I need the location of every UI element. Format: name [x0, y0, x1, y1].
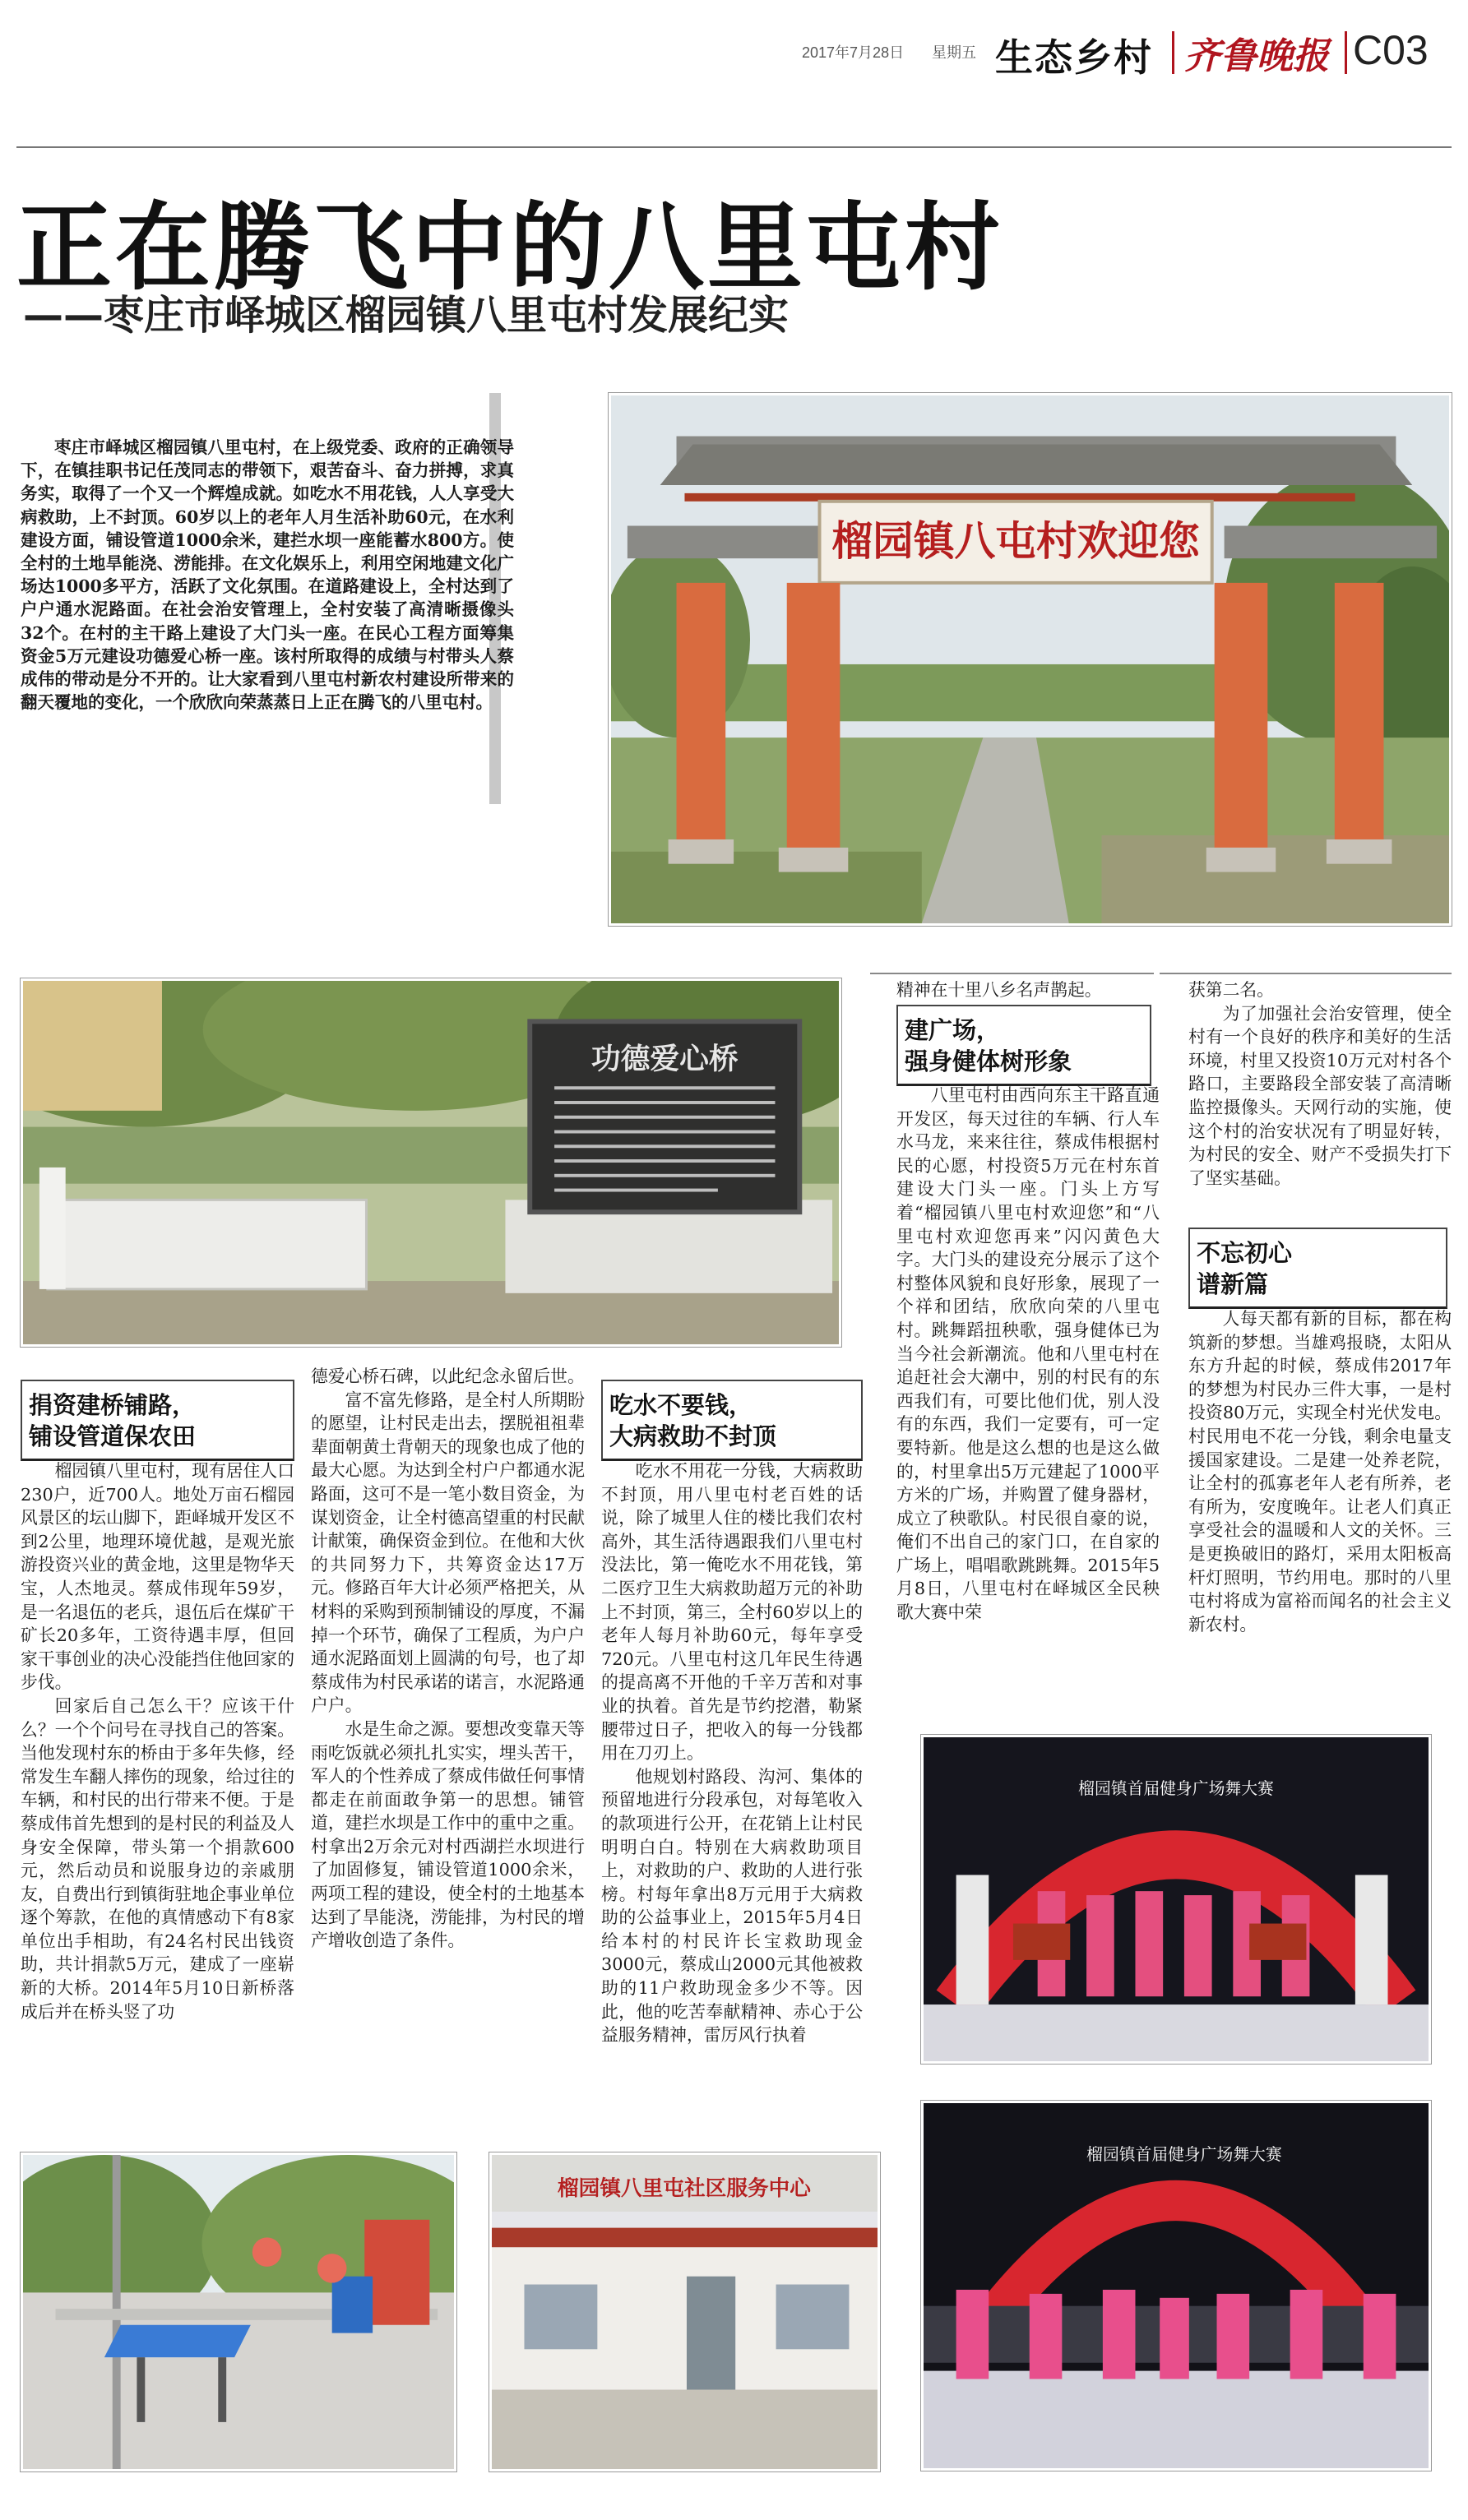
- masthead-divider: [1172, 31, 1174, 74]
- svg-text:榴园镇首届健身广场舞大赛: 榴园镇首届健身广场舞大赛: [1086, 2145, 1282, 2165]
- article-column: [21, 1459, 294, 2117]
- stele-title-text: 功德爱心桥: [590, 1042, 739, 1076]
- article-column: [1188, 978, 1452, 1229]
- article-column: [896, 978, 1160, 1003]
- section-heading-water: 吃水不要钱， 大病救助不封顶: [601, 1380, 863, 1461]
- page-number: C03: [1353, 27, 1429, 73]
- paragraph: 人每天都有新的目标，都在构筑新的梦想。当雄鸡报晓，太阳从东方升起的时候，蔡成伟2017年的梦想为村民办三件大事，一是村投资80万元，实现全村光伏发电。村民用电不花一分钱，剩余电量支援国家建设。二是建一处养老院，让全村的孤寡老年人老有所养，老有所为，安度晚年。让老人们真正享受社会的温暖和人文的关怀。三是更换破旧的路灯，采用太阳板高杆灯照明，节约用电。那时的八里屯村将成为富裕而闻名的社会主义新农村。: [1188, 1309, 1452, 1635]
- article-column: [1188, 1307, 1452, 1718]
- paragraph: 回家后自己怎么干？应该干什么？一个个问号在寻找自己的答案。当他发现村东的桥由于多年失修，经常发生车翻人摔伤的现象，给过往的车辆，和村民的出行带来不便。于是蔡成伟首先想到的是村民的利益及人身安全保障，带头第一个捐款600元，然后动员和说服身边的亲戚朋友，自费出行到镇街驻地企事业单位逐个筹款，在他的真情感动下有8家单位出手相助，有24名村民出钱资助，共计捐款5万元，建成了一座崭新的大桥。2014年5月10日新桥落成后并在桥头竖了功: [21, 1695, 294, 2022]
- playground-photo: [21, 2152, 456, 2471]
- paragraph: 水是生命之源。要想改变靠天等雨吃饭就必须扎扎实实，埋头苦干，军人的个性养成了蔡成伟做任何事情都走在前面敢争第一的思想。铺管道，建拦水坝是工作中的重中之重。村拿出2万余元对村西湖拦水坝进行了加固修复，铺设管道1000余米，两项工程的建设，使全村的土地基本达到了旱能浇，涝能排，为村民的增产增收创造了条件。: [311, 1718, 585, 1951]
- article-column: [311, 1365, 585, 2162]
- paragraph: 德爱心桥石碑，以此纪念永留后世。: [311, 1366, 585, 1386]
- section-title: 生态乡村: [995, 35, 1153, 80]
- dance-banner-text: 榴园镇首届健身广场舞大赛: [1078, 1778, 1274, 1798]
- village-gate-photo: [609, 393, 1452, 926]
- paragraph: 精神在十里八乡名声鹊起。: [896, 980, 1102, 1000]
- paragraph: 他规划村路段、沟河、集体的预留地进行分段承包，对每笔收入的款项进行公开，在花销上让村民明明白白。特别在大病救助项目上，对救助的户、救助的人进行张榜。村每年拿出8万元用于大病救助的公益事业上，2015年5月4日给本村的村民许长宝救助现金3000元，蔡成山2000元其他被救助的11户救助现金多少不等。因此，他的吃苦奉献精神、赤心于公益服务精神，雷厉风行执着: [601, 1766, 863, 2046]
- center-sign-text: 榴园镇八里屯社区服务中心: [558, 2176, 811, 2202]
- paragraph: 富不富先修路，是全村人所期盼的愿望，让村民走出去，摆脱祖祖辈辈面朝黄土背朝天的现象也成了他的最大心愿。为达到全村户户都通水泥路面，这可不是一笔小数目资金，为谋划资金，让全村德高望重的村民献计献策，确保资金到位。在他和大伙的共同努力下，共筹资金达17万元。修路百年大计必须严格把关，从材料的采购到预制铺设的厚度，不漏掉一个环节，确保了工程质，为户户通水泥路面划上圆满的句号，也了却蔡成伟为村民承诺的诺言，水泥路通户户。: [311, 1389, 585, 1716]
- article-column: [896, 1084, 1160, 1717]
- header-rule: [16, 146, 1452, 148]
- paragraph: 八里屯村由西向东主干路直通开发区，每天过往的车辆、行人车水马龙，来来往往，蔡成伟根据村民的心愿，村投资5万元在村东首建设大门头一座。门头上方写着“榴园镇八里屯村欢迎您”和“八里屯村欢迎您再来”闪闪黄色大字。大门头的建设充分展示了这个村整体风貌和良好形象，展现了一个祥和团结，欣欣向荣的八里屯村。跳舞蹈扭秧歌，强身健体已为当今社会新潮流。他和八里屯村在追赶社会大潮中，别的村民有的东西我们有，可要比他们优，别人没有的东西，我们一定要有，可一定要特新。他是这么想的也是这么做的，村里拿出5万元建起了1000平方米的广场，并购置了健身器材，成立了秧歌队。村民很自豪的说，俺们不出自己的家门口，在自家的广场上，唱唱歌跳跳舞。2015年5月8日，八里屯村在峄城区全民秧歌大赛中荣: [896, 1085, 1160, 1623]
- newspaper-logo: 齐鲁晚报: [1184, 35, 1329, 77]
- issue-weekday: 星期五: [932, 44, 976, 61]
- intro-paragraph: 枣庄市峄城区榴园镇八里屯村，在上级党委、政府的正确领导下，在镇挂职书记任茂同志的带领下，艰苦奋斗、奋力拼搏，求真务实，取得了一个又一个辉煌成就。如吃水不用花钱，人人享受大病救助，上不封顶。60岁以上的老年人月生活补助60元，在水利建设方面，铺设管道1000余米，建拦水坝一座能蓄水800方。使全村的土地旱能浇、涝能排。在文化娱乐上，利用空闲地建文化广场达1000多平方，活跃了文化氛围。在道路建设上，全村达到了户户通水泥路面。在社会治安管理上，全村安装了高清晰摄像头32个。在村的主干路上建设了大门头一座。在民心工程方面筹集资金5万元建设功德爱心桥一座。该村所取得的成绩与村带头人蔡成伟的带动是分不开的。让大家看到八里屯村新农村建设所带来的翻天覆地的变化，一个欣欣向荣蒸蒸日上正在腾飞的八里屯村。: [21, 437, 514, 713]
- masthead-divider: [1345, 31, 1347, 74]
- issue-date: 2017年7月28日: [802, 44, 905, 61]
- paragraph: 榴园镇八里屯村，现有居住人口230户，近700人。地处万亩石榴园风景区的坛山脚下，距峄城开发区不到2公里，地理环境优越，是观光旅游投资兴业的黄金地，这里是物华天宝，人杰地灵。蔡成伟现年59岁，是一名退伍的老兵，退伍后在煤矿干矿长20多年，工资待遇丰厚，但回家干事创业的决心没能挡住他回家的步伐。: [21, 1461, 294, 1693]
- dance-performance-photo: [921, 2101, 1431, 2471]
- section-heading-mission: 不忘初心 谱新篇: [1188, 1228, 1447, 1309]
- article-headline: 正在腾飞中的八里屯村: [16, 192, 1003, 303]
- paragraph: 为了加强社会治安管理，使全村有一个良好的秩序和美好的生活环境，村里又投资10万元对村各个路口，主要路段全部安装了高清晰监控摄像头。天网行动的实施，使这个村的治安状况有了明显好转，为村民的安全、财产不受损失打下了坚实基础。: [1188, 1003, 1452, 1188]
- bridge-stele-photo: [21, 978, 841, 1347]
- section-heading-square: 建广场， 强身健体树形象: [896, 1005, 1151, 1086]
- gate-sign-text: 榴园镇八屯村欢迎您: [831, 516, 1200, 566]
- article-subheadline: ——枣庄市峄城区榴园镇八里屯村发展纪实: [23, 292, 790, 339]
- paragraph: 获第二名。: [1188, 980, 1274, 1000]
- section-heading-bridge: 捐资建桥铺路， 铺设管道保农田: [21, 1380, 294, 1461]
- article-column: [601, 1459, 863, 2142]
- divider-line: [870, 973, 1154, 974]
- service-center-photo: [489, 2152, 880, 2471]
- divider-line: [1160, 973, 1452, 974]
- dance-award-photo: [921, 1735, 1431, 2064]
- masthead: [794, 25, 1452, 84]
- paragraph: 吃水不用花一分钱，大病救助不封顶，用八里屯村老百姓的话说，除了城里人住的楼比我们农村高外，其生活待遇跟我们八里屯村没法比，第一俺吃水不用花钱，第二医疗卫生大病救助超万元的补助上不封顶，第三，全村60岁以上的老年人每月补助60元，每年享受720元。八里屯村这几年民生待遇的提高离不开他的千辛万苦和对事业的执着。首先是节约挖潜，勒紧腰带过日子，把收入的每一分钱都用在刀刃上。: [601, 1461, 863, 1764]
